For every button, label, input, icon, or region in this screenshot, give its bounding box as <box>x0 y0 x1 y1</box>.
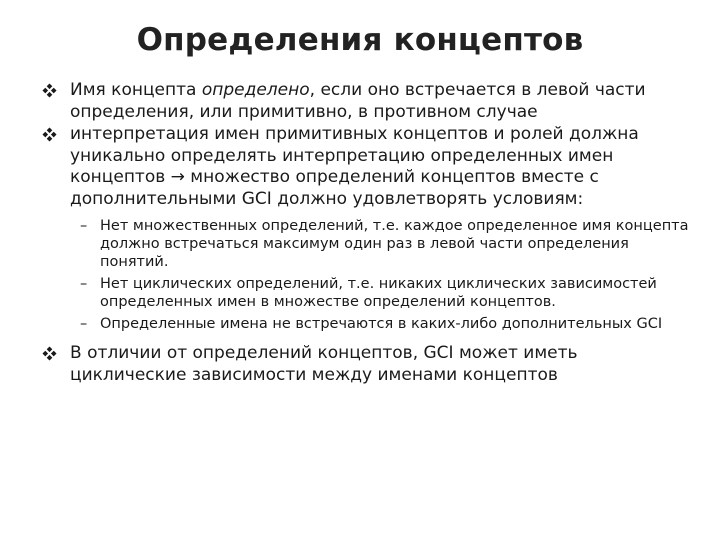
bullet-text: В отличии от определений концептов, GCI может иметь циклические зависимости между именами концептов <box>70 343 578 385</box>
sub-item-text: Нет множественных определений, т.е. каждое определенное имя концепта должно встречаться максимум один раз в левой части определения понятий. <box>100 218 689 270</box>
diamond-quad-bullet-icon <box>42 346 57 361</box>
diamond-quad-bullet-icon <box>42 127 57 142</box>
dash-marker: – <box>80 276 88 292</box>
sub-item <box>40 275 690 311</box>
sub-item <box>40 217 690 271</box>
dash-marker: – <box>80 316 88 332</box>
bullet-text-post: , если оно встречается в левой части определения, или примитивно, в противном случае <box>70 80 646 122</box>
sub-item <box>40 315 690 333</box>
sub-list <box>40 217 690 333</box>
diamond-quad-bullet-icon <box>42 83 57 98</box>
sub-item-text: Определенные имена не встречаются в каких-либо дополнительных GCI <box>100 316 663 332</box>
dash-marker: – <box>80 218 88 234</box>
bullet-item <box>40 343 690 386</box>
bullet-text: интерпретация имен примитивных концептов и ролей должна уникально определять интерпретацию определенных имен концептов → множество определений концептов вместе с дополнительными GCI должно удовлетворять условиям: <box>70 124 639 209</box>
bullet-text-emphasis: определено <box>201 80 310 100</box>
sub-item-text: Нет циклических определений, т.е. никаких циклических зависимостей определенных имен в множестве определений концептов. <box>100 276 657 310</box>
slide-title: Определения концептов <box>136 22 584 58</box>
bullet-item <box>40 124 690 210</box>
bullet-text-pre: Имя концепта <box>70 80 202 100</box>
slide-body <box>40 80 690 387</box>
bullet-item <box>40 80 690 123</box>
